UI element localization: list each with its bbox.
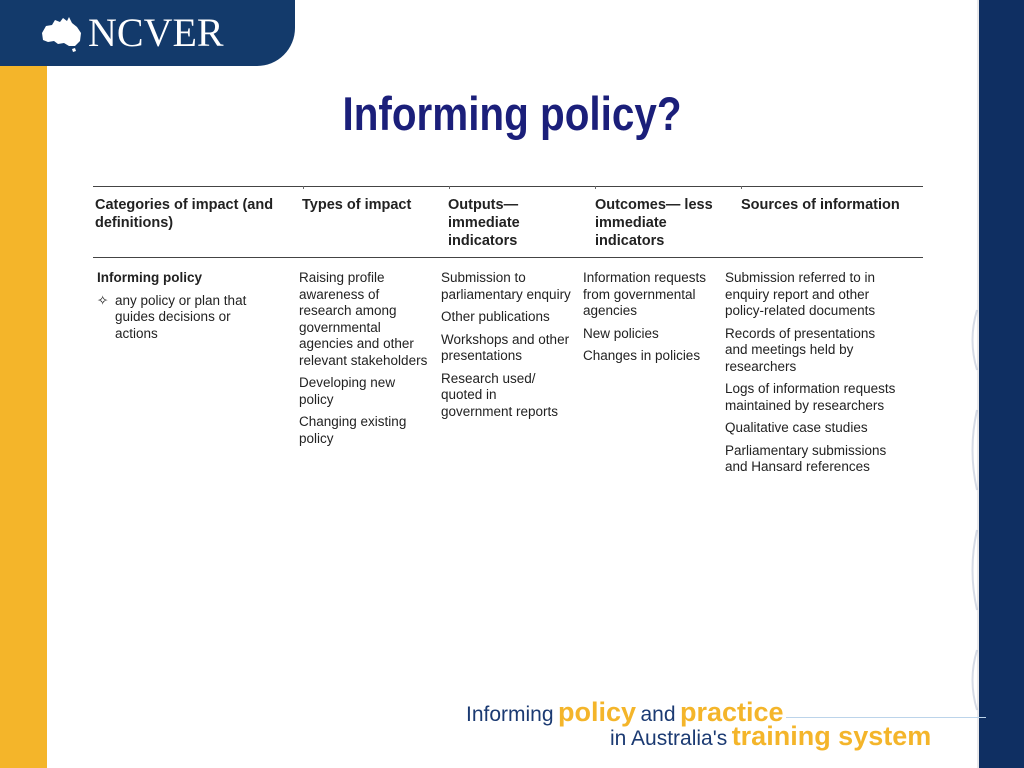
right-accent-band (979, 0, 1024, 768)
table-top-rule (93, 186, 923, 187)
slide-title: Informing policy? (342, 87, 682, 140)
tagline-word: and (640, 703, 676, 726)
star-bullet-icon: ✧ (97, 292, 109, 308)
list-item: Research used/ quoted in government reports (441, 370, 559, 419)
list-item: Qualitative case studies (725, 420, 868, 435)
column-outcomes (583, 270, 718, 371)
list-item: Submission referred to in enquiry report and other policy-related documents (725, 270, 876, 318)
tagline-line-2 (610, 721, 931, 752)
header-sources: Sources of information (741, 197, 900, 213)
left-accent-band (0, 0, 47, 768)
tagline-rule (786, 717, 986, 718)
list-item: Submission to parliamentary enquiry (441, 270, 571, 302)
list-item: Other publications (441, 309, 550, 324)
watermark-decoration (966, 300, 978, 720)
list-item: Changes in policies (583, 348, 701, 363)
list-item: Changing existing policy (299, 414, 407, 446)
definition-text: any policy or plan that guides decisions or actions (115, 292, 247, 341)
list-item: Information requests from governmental agencies (583, 270, 707, 318)
logo-banner (0, 0, 295, 66)
header-outcomes: Outcomes— less immediate indicators (595, 197, 713, 249)
table-header-rule (93, 257, 923, 258)
header-outputs: Outputs— immediate indicators (448, 197, 520, 249)
column-tick (449, 186, 450, 189)
column-categories (97, 270, 267, 342)
tagline-word: in Australia's (610, 727, 728, 750)
list-item: Logs of information requests maintained by researchers (725, 381, 896, 413)
tagline-word: training system (731, 721, 932, 751)
column-outputs (441, 270, 571, 426)
header-types: Types of impact (302, 197, 412, 213)
tagline-word: practice (679, 697, 784, 727)
list-item: Raising profile awareness of research among governmental agencies and other relevant stakeholders (299, 270, 428, 368)
list-item: Workshops and other presentations (441, 331, 570, 363)
category-title: Informing policy (97, 270, 203, 285)
list-item: Developing new policy (299, 375, 396, 407)
list-item: New policies (583, 325, 659, 341)
column-tick (303, 186, 304, 189)
column-types (299, 270, 429, 453)
list-item: Parliamentary submissions and Hansard references (725, 442, 887, 474)
column-sources (725, 270, 900, 482)
header-categories: Categories of impact (and definitions) (95, 197, 274, 231)
tagline-word: policy (558, 697, 637, 727)
column-tick (741, 186, 742, 189)
category-definition (97, 293, 267, 343)
tagline-word: Informing (466, 703, 554, 726)
list-item: Records of presentations and meetings held by researchers (725, 325, 876, 374)
footer-tagline (466, 697, 986, 757)
column-tick (595, 186, 596, 189)
logo-wordmark: NCVER (88, 10, 224, 55)
australia-map-icon (36, 13, 86, 53)
